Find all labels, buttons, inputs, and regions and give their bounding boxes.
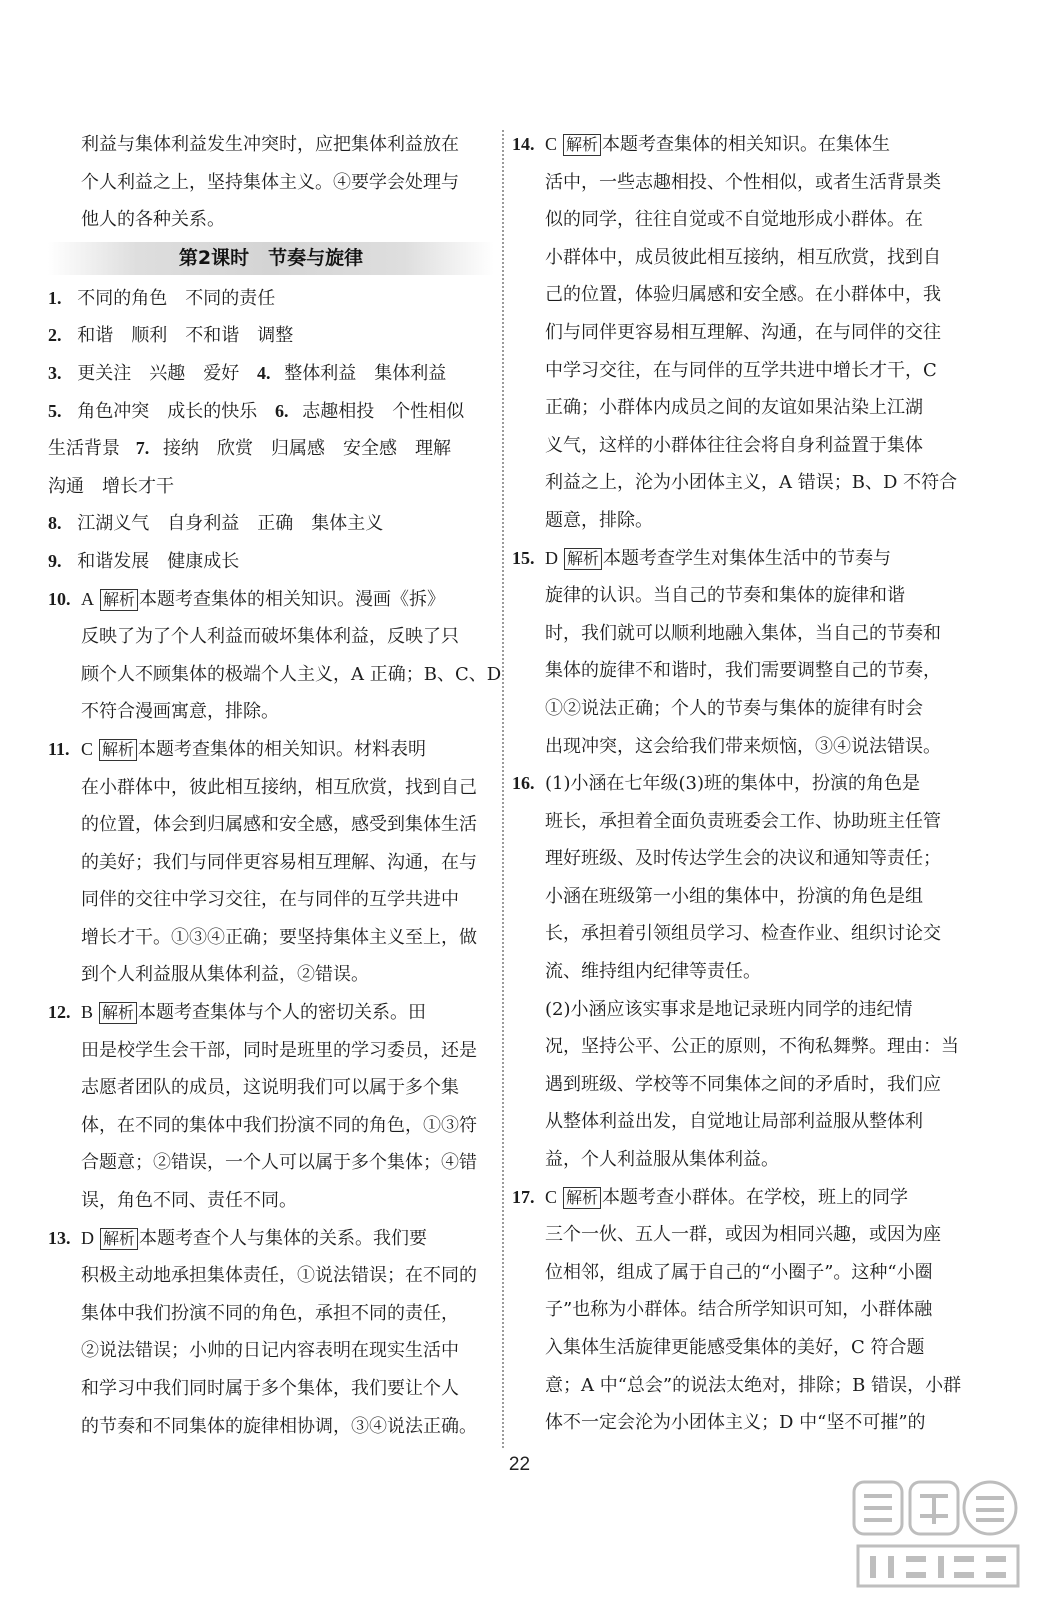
- question-number: 3.: [48, 362, 62, 383]
- text-line: 流、维持组内纪律等责任。: [545, 961, 761, 983]
- left-column: [48, 126, 502, 1445]
- text-line: 义气，这样的小群体往往会将自身利益置于集体: [545, 434, 923, 456]
- answer-item-13: [48, 1220, 494, 1446]
- text-line: 的美好；我们与同伴更容易相互理解、沟通，在与: [81, 851, 477, 873]
- question-number: 6.: [274, 400, 289, 421]
- answer-item-14: [512, 126, 958, 540]
- text-line: 误，角色不同、责任不同。: [81, 1190, 297, 1212]
- fill-in-answers: [48, 280, 494, 581]
- answer-text: 沟通 增长才干: [48, 475, 174, 497]
- question-number: 9.: [48, 550, 62, 571]
- text-line: 似的同学，往往自觉或不自觉地形成小群体。在: [545, 209, 923, 231]
- answer-line: [48, 317, 494, 355]
- question-number: 14.: [512, 134, 535, 154]
- text-line: (2)小涵应该实事求是地记录班内同学的违纪情: [545, 998, 913, 1020]
- text-line: 反映了为了个人利益而破坏集体利益，反映了只: [81, 626, 459, 648]
- question-number: 1.: [48, 287, 62, 308]
- text-line: 从整体利益出发，自觉地让局部利益服从整体利: [545, 1111, 923, 1133]
- question-number: 11.: [48, 738, 70, 759]
- answer-line: [48, 355, 494, 393]
- answer-text: 生活背景: [48, 438, 120, 460]
- answer-line: [48, 505, 494, 543]
- text-line: 长，承担着引领组员学习、检查作业、组织讨论交: [545, 923, 941, 945]
- analysis-tag: 解析: [99, 739, 137, 761]
- analysis-tag: 解析: [563, 134, 601, 156]
- text-line: 本题考查集体的相关知识。漫画《拆》: [139, 588, 446, 610]
- question-number: 12.: [48, 1002, 71, 1023]
- analysis-tag: 解析: [563, 1187, 601, 1209]
- text-line: 班长，承担着全面负责班委会工作、协助班主任管: [545, 810, 941, 832]
- text-line: 己的位置，体验归属感和安全感。在小群体中，我: [545, 284, 941, 306]
- text-line: 的位置，体会到归属感和安全感，感受到集体生活: [81, 814, 477, 836]
- text-line: 体，在不同的集体中我们扮演不同的角色，①③符: [81, 1114, 477, 1136]
- text-line: 集体的旋律不和谐时，我们需要调整自己的节奏，: [545, 660, 941, 682]
- text-line: 本题考查小群体。在学校，班上的同学: [602, 1186, 909, 1208]
- answer-line: [48, 468, 494, 506]
- answer-item-16: [512, 765, 958, 1179]
- text-line: 况，坚持公平、公正的原则，不徇私舞弊。理由：当: [545, 1036, 959, 1058]
- page-number: 22: [508, 1454, 531, 1475]
- text-line: 益，个人利益服从集体利益。: [545, 1149, 779, 1171]
- text-line: 遇到班级、学校等不同集体之间的矛盾时，我们应: [545, 1073, 941, 1095]
- answer-text: 角色冲突 成长的快乐: [77, 400, 258, 422]
- answer-item-15: [512, 540, 958, 766]
- text-line: 时，我们就可以顺利地融入集体，当自己的节奏和: [545, 622, 941, 644]
- text-line: 三个一伙、五人一群，或因为相同兴趣，或因为座: [545, 1224, 941, 1246]
- text-line: 理好班级、及时传达学生会的决议和通知等责任；: [545, 848, 941, 870]
- question-number: 13.: [48, 1227, 71, 1248]
- answer-line: [48, 543, 494, 581]
- text-line: 利益之上，沦为小团体主义，A 错误；B、D 不符合: [545, 472, 958, 494]
- right-column: [512, 126, 962, 1442]
- text-line: ①②说法正确；个人的节奏与集体的旋律有时会: [545, 697, 923, 719]
- question-number: 17.: [512, 1186, 535, 1207]
- answer-text: 接纳 欣赏 归属感 安全感 理解: [162, 438, 451, 460]
- text-line: 的节奏和不同集体的旋律相协调，③④说法正确。: [81, 1415, 477, 1437]
- text-line: 和学习中我们同时属于多个集体，我们要让个人: [81, 1378, 459, 1399]
- question-number: 15.: [512, 547, 535, 568]
- question-number: 16.: [512, 773, 535, 794]
- text-line: 子”也称为小群体。结合所学知识可知，小群体融: [545, 1299, 933, 1321]
- text-line: 积极主动地承担集体责任，①说法错误；在不同的: [81, 1265, 477, 1287]
- analysis-tag: 解析: [100, 589, 138, 611]
- column-divider: [502, 130, 504, 1448]
- question-number: 10.: [48, 588, 71, 609]
- text-line: 增长才干。①③④正确；要坚持集体主义至上，做: [81, 926, 477, 948]
- text-line: 田是校学生会干部，同时是班里的学习委员，还是: [81, 1039, 477, 1061]
- choice-answer: B: [81, 1002, 94, 1023]
- question-number: 2.: [48, 325, 62, 346]
- analysis-tag: 解析: [99, 1002, 137, 1024]
- answer-line: [48, 393, 494, 431]
- answer-item-17: [512, 1179, 962, 1442]
- choice-answer: C: [545, 1186, 558, 1207]
- text-line: 题意，排除。: [545, 509, 653, 531]
- choice-answer: D: [545, 547, 558, 568]
- text-line: 个人利益之上，坚持集体主义。④要学会处理与: [81, 171, 459, 193]
- text-line: 利益与集体利益发生冲突时，应把集体利益放在: [81, 134, 459, 155]
- analysis-tag: 解析: [564, 548, 602, 570]
- continued-paragraph: [48, 126, 494, 239]
- answer-item-11: [48, 731, 494, 994]
- text-line: 旋律的认识。当自己的节奏和集体的旋律和谐: [545, 585, 905, 607]
- text-line: 意；A 中“总会”的说法太绝对，排除；B 错误，小群: [545, 1374, 962, 1396]
- choice-answer: C: [81, 738, 94, 759]
- answer-text: 整体利益 集体利益: [284, 362, 447, 384]
- question-number: 4.: [256, 362, 271, 383]
- answer-line: [48, 430, 494, 468]
- text-line: 不符合漫画寓意，排除。: [81, 701, 279, 723]
- text-line: ②说法错误；小帅的日记内容表明在现实生活中: [81, 1340, 459, 1362]
- answer-item-12: [48, 994, 494, 1220]
- text-line: 们与同伴更容易相互理解、沟通，在与同伴的交往: [545, 321, 941, 343]
- answer-text: 和谐 顺利 不和谐 调整: [77, 325, 294, 347]
- analysis-tag: 解析: [100, 1228, 138, 1250]
- text-line: 本题考查集体的相关知识。在集体生: [602, 134, 891, 155]
- text-line: 体不一定会沦为小团体主义；D 中“坚不可摧”的: [545, 1412, 926, 1434]
- text-line: 小群体中，成员彼此相互接纳，相互欣赏，找到自: [545, 246, 941, 268]
- text-line: 本题考查集体与个人的密切关系。田: [138, 1002, 427, 1024]
- answer-text: 志趣相投 个性相似: [302, 400, 465, 422]
- text-line: 顾个人不顾集体的极端个人主义，A 正确；B、C、D: [81, 663, 502, 685]
- text-line: 志愿者团队的成员，这说明我们可以属于多个集: [81, 1077, 459, 1099]
- text-line: 本题考查集体的相关知识。材料表明: [138, 738, 427, 760]
- answer-text: 不同的角色 不同的责任: [77, 287, 276, 309]
- text-line: 入集体生活旋律更能感受集体的美好，C 符合题: [545, 1337, 925, 1358]
- text-line: 正确；小群体内成员之间的友谊如果沾染上江湖: [545, 397, 923, 419]
- answer-text: 更关注 兴趣 爱好: [77, 362, 240, 384]
- answer-item-10: [48, 581, 502, 731]
- watermark-logo: [848, 1474, 1028, 1594]
- text-line: 合题意；②错误，一个人可以属于多个集体；④错: [81, 1152, 477, 1174]
- text-line: 小涵在班级第一小组的集体中，扮演的角色是组: [545, 885, 923, 907]
- question-number: 8.: [48, 513, 62, 534]
- choice-answer: D: [81, 1227, 94, 1248]
- text-line: 活中，一些志趣相投、个性相似，或者生活背景类: [545, 171, 941, 193]
- answer-text: 江湖义气 自身利益 正确 集体主义: [77, 513, 384, 535]
- text-line: 在小群体中，彼此相互接纳，相互欣赏，找到自己: [81, 776, 477, 798]
- text-line: 同伴的交往中学习交往，在与同伴的互学共进中: [81, 889, 459, 911]
- text-line: 中学习交往，在与同伴的互学共进中增长才干，C: [545, 359, 937, 381]
- answer-text: 和谐发展 健康成长: [77, 550, 240, 572]
- text-line: 出现冲突，这会给我们带来烦恼，③④说法错误。: [545, 735, 941, 757]
- text-line: 集体中我们扮演不同的角色，承担不同的责任，: [81, 1302, 459, 1324]
- question-number: 5.: [48, 400, 62, 421]
- text-line: 本题考查个人与集体的关系。我们要: [139, 1227, 428, 1249]
- text-line: (1)小涵在七年级(3)班的集体中，扮演的角色是: [545, 773, 920, 795]
- text-line: 到个人利益服从集体利益，②错误。: [81, 964, 369, 986]
- section-title: 第2课时 节奏与旋律: [48, 242, 494, 275]
- choice-answer: A: [81, 588, 94, 609]
- choice-answer: C: [545, 134, 558, 154]
- answer-line: [48, 280, 494, 318]
- question-number: 7.: [135, 438, 150, 459]
- text-line: 位相邻，组成了属于自己的“小圈子”。这种“小圈: [545, 1261, 933, 1283]
- text-line: 他人的各种关系。: [81, 209, 225, 231]
- text-line: 本题考查学生对集体生活中的节奏与: [603, 547, 892, 569]
